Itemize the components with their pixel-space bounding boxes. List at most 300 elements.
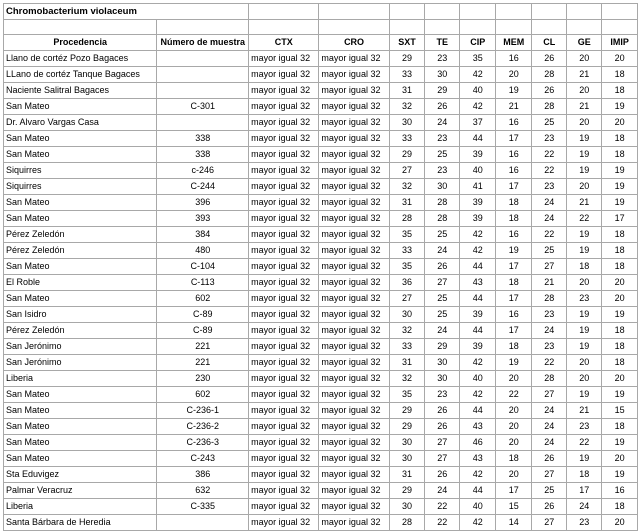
cell-numero-muestra: 602 [157,387,249,403]
cell-mem: 19 [496,83,532,99]
cell-te: 30 [425,179,460,195]
cell-ge: 20 [567,275,602,291]
cell-cro: mayor igual 32 [319,499,389,515]
cell-ctx: mayor igual 32 [249,483,319,499]
cell-ctx: mayor igual 32 [249,291,319,307]
cell-te: 22 [425,515,460,531]
cell-cip: 42 [460,243,496,259]
cell-mem: 19 [496,243,532,259]
cell-te: 25 [425,307,460,323]
cell-procedencia: Dr. Alvaro Vargas Casa [4,115,157,131]
cell-cro: mayor igual 32 [319,403,389,419]
cell-cro: mayor igual 32 [319,387,389,403]
cell-numero-muestra: 393 [157,211,249,227]
cell-cro: mayor igual 32 [319,67,389,83]
cell-ge: 19 [567,163,602,179]
table-row [4,51,638,67]
table-row [4,467,638,483]
cell-mem: 16 [496,147,532,163]
cell-imip: 20 [602,51,638,67]
cell-sxt: 31 [389,355,425,371]
cell-sxt: 36 [389,275,425,291]
table-row [4,515,638,531]
cell-te: 29 [425,83,460,99]
cell-sxt: 30 [389,499,425,515]
cell-cl: 22 [532,163,567,179]
cell-ge: 18 [567,467,602,483]
cell-cip: 42 [460,227,496,243]
cell-cl: 26 [532,83,567,99]
table-row [4,259,638,275]
cell-numero-muestra: 221 [157,339,249,355]
cell-cro: mayor igual 32 [319,307,389,323]
cell-numero-muestra: C-244 [157,179,249,195]
cell-cip: 44 [460,291,496,307]
cell-mem: 16 [496,227,532,243]
cell-numero-muestra: 602 [157,291,249,307]
cell-cip: 42 [460,355,496,371]
cell-sxt: 32 [389,179,425,195]
cell-mem: 18 [496,211,532,227]
cell-sxt: 30 [389,307,425,323]
cell-numero-muestra: 396 [157,195,249,211]
table-row [4,275,638,291]
cell-numero-muestra: 338 [157,147,249,163]
cell-procedencia: Siquirres [4,179,157,195]
cell-cl: 27 [532,259,567,275]
cell-sxt: 27 [389,291,425,307]
cell-procedencia: San Isidro [4,307,157,323]
table-row [4,163,638,179]
cell-cro: mayor igual 32 [319,259,389,275]
cell-cro: mayor igual 32 [319,83,389,99]
cell-cip: 42 [460,67,496,83]
cell-cl: 28 [532,99,567,115]
cell-cl: 24 [532,419,567,435]
cell-procedencia: El Roble [4,275,157,291]
cell-ge: 19 [567,243,602,259]
cell-procedencia: Llano de cortéz Pozo Bagaces [4,51,157,67]
cell-imip: 19 [602,163,638,179]
cell-cro: mayor igual 32 [319,419,389,435]
table-row [4,451,638,467]
spreadsheet [3,3,638,531]
cell-sxt: 33 [389,339,425,355]
cell-cro: mayor igual 32 [319,211,389,227]
cell-mem: 21 [496,99,532,115]
cell-ctx: mayor igual 32 [249,211,319,227]
cell-ctx: mayor igual 32 [249,243,319,259]
cell-cip: 40 [460,163,496,179]
cell-cl: 26 [532,51,567,67]
cell-cro: mayor igual 32 [319,467,389,483]
table-row [4,355,638,371]
cell-procedencia: Liberia [4,499,157,515]
cell-imip: 18 [602,499,638,515]
cell-cl: 22 [532,227,567,243]
cell-sxt: 28 [389,211,425,227]
table-row [4,147,638,163]
cell-te: 26 [425,99,460,115]
cell-sxt: 30 [389,115,425,131]
cell-procedencia: Santa Bárbara de Heredia [4,515,157,531]
cell-sxt: 33 [389,131,425,147]
cell-sxt: 31 [389,83,425,99]
cell-numero-muestra: 221 [157,355,249,371]
cell-numero-muestra: 386 [157,467,249,483]
cell-imip: 19 [602,195,638,211]
cell-imip: 19 [602,435,638,451]
cell-ge: 19 [567,131,602,147]
cell-procedencia: LLano de cortéz Tanque Bagaces [4,67,157,83]
cell-ctx: mayor igual 32 [249,99,319,115]
cell-te: 23 [425,131,460,147]
cell-procedencia: San Mateo [4,99,157,115]
cell-te: 28 [425,211,460,227]
cell-te: 24 [425,323,460,339]
cell-cro: mayor igual 32 [319,195,389,211]
cell-ge: 19 [567,147,602,163]
cell-cip: 40 [460,499,496,515]
cell-sxt: 29 [389,51,425,67]
cell-mem: 20 [496,467,532,483]
cell-imip: 20 [602,275,638,291]
cell-cip: 43 [460,451,496,467]
header-cro: CRO [319,35,389,51]
cell-numero-muestra [157,515,249,531]
cell-cl: 23 [532,179,567,195]
cell-te: 25 [425,147,460,163]
cell-numero-muestra [157,51,249,67]
cell-ctx: mayor igual 32 [249,51,319,67]
cell-cl: 24 [532,211,567,227]
cell-cro: mayor igual 32 [319,291,389,307]
cell-mem: 17 [496,259,532,275]
cell-cl: 28 [532,371,567,387]
cell-mem: 17 [496,179,532,195]
cell-sxt: 35 [389,227,425,243]
table-row [4,291,638,307]
cell-cro: mayor igual 32 [319,147,389,163]
cell-ctx: mayor igual 32 [249,67,319,83]
cell-te: 28 [425,195,460,211]
cell-cl: 24 [532,403,567,419]
cell-te: 26 [425,467,460,483]
cell-numero-muestra [157,83,249,99]
header-te: TE [425,35,460,51]
cell-numero-muestra [157,67,249,83]
cell-sxt: 33 [389,243,425,259]
cell-sxt: 32 [389,99,425,115]
cell-ge: 23 [567,419,602,435]
cell-te: 30 [425,371,460,387]
cell-cro: mayor igual 32 [319,483,389,499]
cell-ctx: mayor igual 32 [249,371,319,387]
cell-procedencia: San Mateo [4,387,157,403]
cell-cro: mayor igual 32 [319,163,389,179]
cell-ctx: mayor igual 32 [249,163,319,179]
cell-ctx: mayor igual 32 [249,259,319,275]
cell-ctx: mayor igual 32 [249,355,319,371]
cell-cl: 27 [532,467,567,483]
cell-ge: 20 [567,371,602,387]
cell-sxt: 32 [389,323,425,339]
cell-ge: 22 [567,211,602,227]
cell-ge: 20 [567,51,602,67]
cell-cip: 39 [460,339,496,355]
cell-imip: 20 [602,115,638,131]
cell-mem: 18 [496,339,532,355]
cell-te: 29 [425,339,460,355]
cell-cip: 44 [460,131,496,147]
table-row [4,419,638,435]
cell-cip: 43 [460,275,496,291]
cell-cl: 24 [532,195,567,211]
cell-numero-muestra: C-335 [157,499,249,515]
cell-numero-muestra: 384 [157,227,249,243]
cell-cip: 39 [460,195,496,211]
cell-cro: mayor igual 32 [319,227,389,243]
cell-te: 30 [425,355,460,371]
cell-procedencia: San Mateo [4,147,157,163]
cell-sxt: 35 [389,387,425,403]
cell-cip: 44 [460,403,496,419]
table-row [4,387,638,403]
header-ge: GE [567,35,602,51]
cell-ge: 17 [567,483,602,499]
table-row [4,211,638,227]
header-ctx: CTX [249,35,319,51]
cell-cip: 40 [460,371,496,387]
cell-ctx: mayor igual 32 [249,323,319,339]
cell-ge: 21 [567,195,602,211]
cell-mem: 22 [496,387,532,403]
cell-cl: 23 [532,131,567,147]
cell-ctx: mayor igual 32 [249,115,319,131]
cell-numero-muestra: C-301 [157,99,249,115]
cell-te: 26 [425,259,460,275]
cell-ctx: mayor igual 32 [249,131,319,147]
table-row [4,115,638,131]
cell-procedencia: San Mateo [4,435,157,451]
cell-te: 25 [425,291,460,307]
cell-sxt: 30 [389,451,425,467]
cell-ctx: mayor igual 32 [249,419,319,435]
cell-ctx: mayor igual 32 [249,403,319,419]
table-row [4,371,638,387]
table-title: Chromobacterium violaceum [4,4,249,20]
cell-te: 27 [425,451,460,467]
cell-cip: 39 [460,307,496,323]
cell-ctx: mayor igual 32 [249,435,319,451]
cell-ctx: mayor igual 32 [249,499,319,515]
cell-cro: mayor igual 32 [319,243,389,259]
cell-cl: 24 [532,323,567,339]
cell-cl: 28 [532,67,567,83]
table-row [4,227,638,243]
cell-cip: 40 [460,83,496,99]
cell-ctx: mayor igual 32 [249,387,319,403]
cell-cl: 25 [532,115,567,131]
cell-sxt: 27 [389,163,425,179]
cell-imip: 18 [602,67,638,83]
cell-procedencia: Palmar Veracruz [4,483,157,499]
cell-cro: mayor igual 32 [319,51,389,67]
cell-mem: 20 [496,403,532,419]
header-procedencia: Procedencia [4,35,157,51]
table-row [4,307,638,323]
cell-cro: mayor igual 32 [319,323,389,339]
cell-cip: 42 [460,99,496,115]
cell-numero-muestra [157,115,249,131]
cell-imip: 20 [602,451,638,467]
cell-cip: 42 [460,467,496,483]
cell-te: 26 [425,419,460,435]
cell-sxt: 29 [389,483,425,499]
cell-cro: mayor igual 32 [319,275,389,291]
cell-mem: 18 [496,195,532,211]
header-cl: CL [532,35,567,51]
cell-procedencia: Liberia [4,371,157,387]
cell-imip: 19 [602,179,638,195]
cell-procedencia: San Mateo [4,211,157,227]
cell-cl: 21 [532,275,567,291]
cell-procedencia: San Mateo [4,131,157,147]
cell-imip: 18 [602,323,638,339]
cell-ctx: mayor igual 32 [249,179,319,195]
cell-imip: 17 [602,211,638,227]
cell-cro: mayor igual 32 [319,515,389,531]
cell-imip: 18 [602,83,638,99]
cell-mem: 14 [496,515,532,531]
cell-ge: 19 [567,339,602,355]
cell-imip: 20 [602,515,638,531]
cell-mem: 18 [496,275,532,291]
cell-imip: 18 [602,243,638,259]
cell-te: 24 [425,483,460,499]
cell-sxt: 35 [389,259,425,275]
cell-cl: 23 [532,307,567,323]
cell-ge: 20 [567,83,602,99]
cell-ge: 23 [567,515,602,531]
cell-procedencia: Pérez Zeledón [4,227,157,243]
cell-imip: 18 [602,355,638,371]
table-row [4,499,638,515]
cell-te: 23 [425,51,460,67]
cell-numero-muestra: C-236-2 [157,419,249,435]
cell-procedencia: San Mateo [4,195,157,211]
cell-mem: 16 [496,51,532,67]
cell-te: 22 [425,499,460,515]
cell-ge: 20 [567,355,602,371]
cell-numero-muestra: 338 [157,131,249,147]
cell-numero-muestra: C-104 [157,259,249,275]
header-sxt: SXT [389,35,425,51]
cell-imip: 18 [602,339,638,355]
data-table [3,3,638,531]
cell-cro: mayor igual 32 [319,435,389,451]
cell-sxt: 33 [389,67,425,83]
cell-imip: 20 [602,291,638,307]
cell-cip: 39 [460,147,496,163]
table-row [4,179,638,195]
cell-numero-muestra: 632 [157,483,249,499]
cell-te: 30 [425,67,460,83]
table-row [4,483,638,499]
cell-ge: 21 [567,403,602,419]
cell-cro: mayor igual 32 [319,179,389,195]
cell-procedencia: Pérez Zeledón [4,243,157,259]
cell-ge: 22 [567,435,602,451]
cell-mem: 17 [496,323,532,339]
cell-cro: mayor igual 32 [319,131,389,147]
cell-cip: 44 [460,483,496,499]
cell-numero-muestra: c-246 [157,163,249,179]
cell-ge: 24 [567,499,602,515]
cell-numero-muestra: C-89 [157,323,249,339]
cell-mem: 17 [496,483,532,499]
cell-cro: mayor igual 32 [319,371,389,387]
cell-cl: 25 [532,243,567,259]
cell-procedencia: San Mateo [4,403,157,419]
cell-cl: 24 [532,435,567,451]
table-row [4,323,638,339]
header-mem: MEM [496,35,532,51]
cell-sxt: 31 [389,467,425,483]
cell-ge: 19 [567,387,602,403]
table-row [4,435,638,451]
cell-imip: 19 [602,387,638,403]
table-row [4,339,638,355]
cell-ge: 20 [567,179,602,195]
cell-cl: 23 [532,339,567,355]
cell-mem: 15 [496,499,532,515]
cell-imip: 18 [602,227,638,243]
cell-imip: 18 [602,131,638,147]
cell-ge: 18 [567,259,602,275]
cell-cl: 27 [532,515,567,531]
cell-cl: 26 [532,451,567,467]
table-row [4,403,638,419]
cell-imip: 15 [602,403,638,419]
cell-ge: 19 [567,307,602,323]
header-numero-muestra: Número de muestra [157,35,249,51]
cell-imip: 16 [602,483,638,499]
cell-mem: 17 [496,131,532,147]
cell-te: 24 [425,243,460,259]
cell-ctx: mayor igual 32 [249,275,319,291]
cell-ge: 20 [567,115,602,131]
cell-ctx: mayor igual 32 [249,467,319,483]
cell-cl: 26 [532,499,567,515]
cell-imip: 20 [602,371,638,387]
cell-cip: 46 [460,435,496,451]
cell-imip: 19 [602,307,638,323]
table-row [4,99,638,115]
cell-ctx: mayor igual 32 [249,83,319,99]
cell-cip: 39 [460,211,496,227]
cell-numero-muestra: 480 [157,243,249,259]
cell-te: 27 [425,275,460,291]
cell-procedencia: San Jerónimo [4,355,157,371]
cell-cro: mayor igual 32 [319,451,389,467]
cell-ge: 19 [567,451,602,467]
cell-sxt: 29 [389,419,425,435]
cell-cl: 25 [532,483,567,499]
cell-sxt: 28 [389,515,425,531]
cell-cip: 43 [460,419,496,435]
cell-cro: mayor igual 32 [319,355,389,371]
